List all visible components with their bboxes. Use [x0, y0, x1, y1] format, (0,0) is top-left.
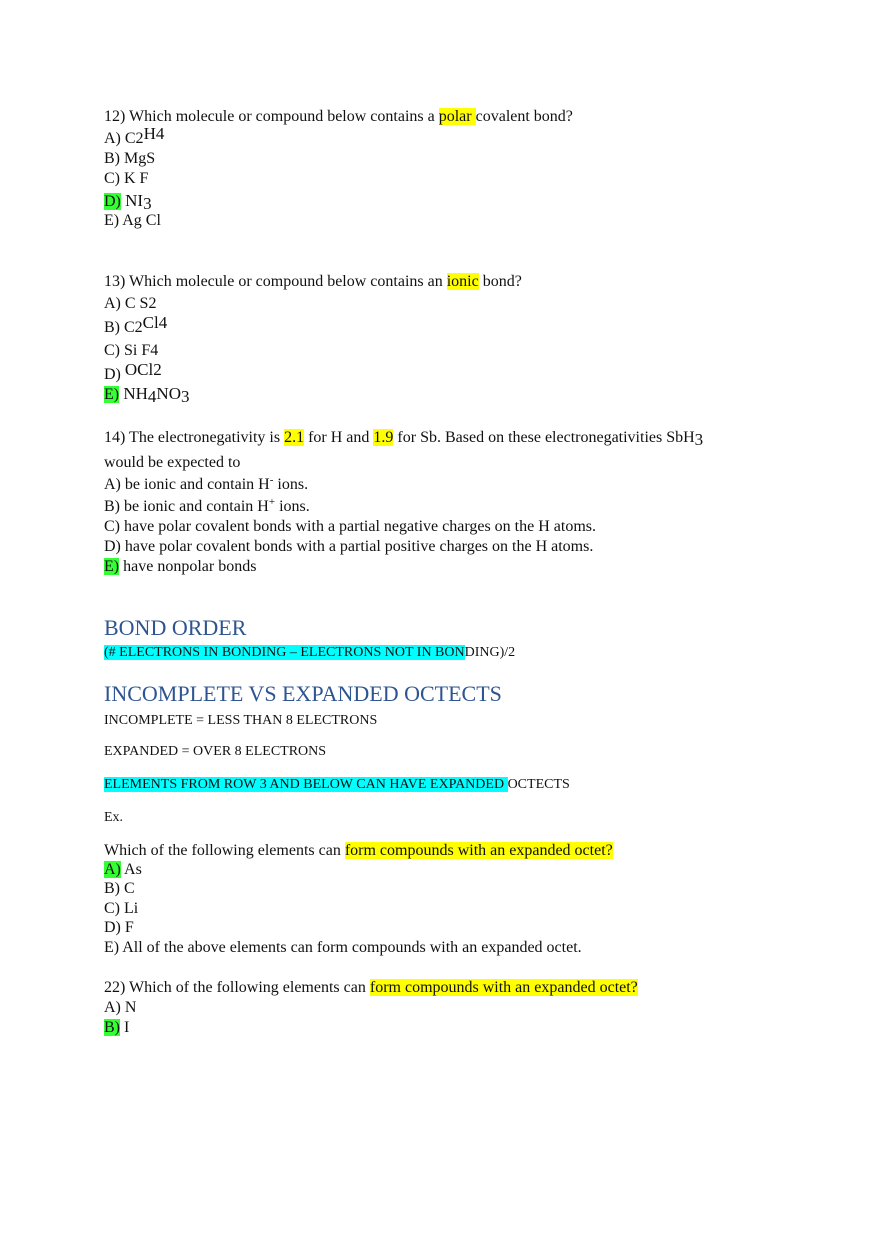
q13-e-text1: NH — [119, 384, 148, 403]
q12-d-answer-label: D) — [104, 193, 121, 210]
q12-option-e: E) Ag Cl — [104, 212, 161, 229]
q13-highlight-ionic: ionic — [446, 273, 479, 290]
q14-b-superscript: + — [268, 496, 276, 508]
q14-e-answer-label: E) — [104, 558, 120, 575]
q14-subscript: 3 — [694, 430, 704, 449]
q13-option-d — [104, 360, 162, 385]
q13-b-prefix: B) C2 — [104, 319, 143, 336]
q14-value-h: 2.1 — [284, 429, 305, 446]
q13-question-text: 13) Which molecule or compound below contains an — [104, 273, 447, 290]
octets-heading: INCOMPLETE VS EXPANDED OCTECTS — [104, 681, 502, 706]
q12-a-prefix: A) C2 — [104, 130, 144, 147]
q14-option-a — [104, 475, 308, 496]
q13-option-e — [104, 384, 189, 405]
q12-question — [104, 107, 573, 127]
q22-question-highlight: form compounds with an expanded octet? — [369, 979, 638, 996]
q14-b-text: B) be ionic and contain H — [104, 498, 269, 515]
q12-d-text: NI — [120, 191, 144, 210]
q14-b-end: ions. — [275, 498, 310, 515]
q13-b-raised: Cl4 — [142, 313, 168, 332]
q14-option-c: C) have polar covalent bonds with a partial negative charges on the H atoms. — [104, 518, 596, 535]
ex-a-text: As — [120, 861, 142, 878]
row3-statement-highlight: ELEMENTS FROM ROW 3 AND BELOW CAN HAVE EXPANDED — [104, 777, 508, 792]
incomplete-definition: INCOMPLETE = LESS THAN 8 ELECTRONS — [104, 713, 378, 728]
q13-option-c: C) Si F4 — [104, 342, 159, 359]
bond-order-formula — [104, 643, 515, 663]
q14-text-pre: 14) The electronegativity is — [104, 429, 285, 446]
q14-text-mid1: for H and — [304, 429, 374, 446]
ex-option-b: B) C — [104, 880, 135, 897]
ex-question-highlight: form compounds with an expanded octet? — [344, 842, 613, 859]
q14-option-e — [104, 557, 256, 577]
q12-a-raised: H4 — [143, 124, 165, 143]
row3-statement-rest: OCTECTS — [507, 777, 570, 792]
q12-option-c: C) K F — [104, 170, 149, 187]
ex-option-d: D) F — [104, 919, 134, 936]
q14-question — [104, 427, 703, 448]
expanded-definition: EXPANDED = OVER 8 ELECTRONS — [104, 744, 327, 759]
ex-option-c: C) Li — [104, 900, 139, 917]
q13-e-sub1: 4 — [147, 387, 157, 406]
q13-e-text2: NO — [156, 384, 181, 403]
q13-question — [104, 272, 522, 292]
q12-option-d — [104, 191, 152, 212]
ex-option-e: E) All of the above elements can form compounds with an expanded octet. — [104, 939, 582, 956]
q14-e-text: have nonpolar bonds — [119, 558, 257, 575]
row3-statement — [104, 775, 570, 795]
q14-text-mid2: for Sb. Based on these electronegativities SbH — [393, 429, 695, 446]
bond-order-formula-rest: DING)/2 — [464, 645, 516, 660]
ex-option-a — [104, 860, 142, 880]
q12-option-a — [104, 124, 165, 149]
q22-b-answer-label: B) — [104, 1019, 120, 1036]
q13-option-b — [104, 313, 168, 338]
q13-d-raised: OCl2 — [124, 360, 162, 379]
q14-option-d: D) have polar covalent bonds with a partial positive charges on the H atoms. — [104, 538, 594, 555]
q12-question-text: 12) Which molecule or compound below contains a — [104, 108, 439, 125]
q12-question-end: covalent bond? — [475, 108, 573, 125]
q14-a-superscript: - — [269, 474, 274, 486]
q14-value-sb: 1.9 — [373, 429, 394, 446]
q13-d-prefix: D) — [104, 366, 125, 383]
q14-option-b — [104, 497, 310, 518]
ex-a-answer-label: A) — [104, 861, 121, 878]
q14-a-end: ions. — [273, 476, 309, 493]
q22-option-b — [104, 1018, 129, 1038]
ex-question — [104, 841, 613, 861]
q13-e-sub2: 3 — [180, 387, 190, 406]
bond-order-formula-highlight: (# ELECTRONS IN BONDING – ELECTRONS NOT IN BON — [104, 645, 465, 660]
example-label: Ex. — [104, 810, 124, 825]
q13-question-end: bond? — [478, 273, 522, 290]
q22-option-a: A) N — [104, 999, 137, 1016]
q22-question-text: 22) Which of the following elements can — [104, 979, 370, 996]
q12-highlight-polar: polar — [438, 108, 476, 125]
q12-option-b: B) MgS — [104, 150, 156, 167]
ex-question-text: Which of the following elements can — [104, 842, 345, 859]
q22-question — [104, 978, 638, 998]
q22-b-text: I — [120, 1019, 130, 1036]
q13-e-answer-label: E) — [104, 386, 120, 403]
q12-d-subscript: 3 — [143, 194, 152, 213]
q13-option-a: A) C S2 — [104, 295, 157, 312]
q14-a-text: A) be ionic and contain H — [104, 476, 270, 493]
q14-question-line2: would be expected to — [104, 454, 241, 471]
bond-order-heading: BOND ORDER — [104, 615, 247, 640]
